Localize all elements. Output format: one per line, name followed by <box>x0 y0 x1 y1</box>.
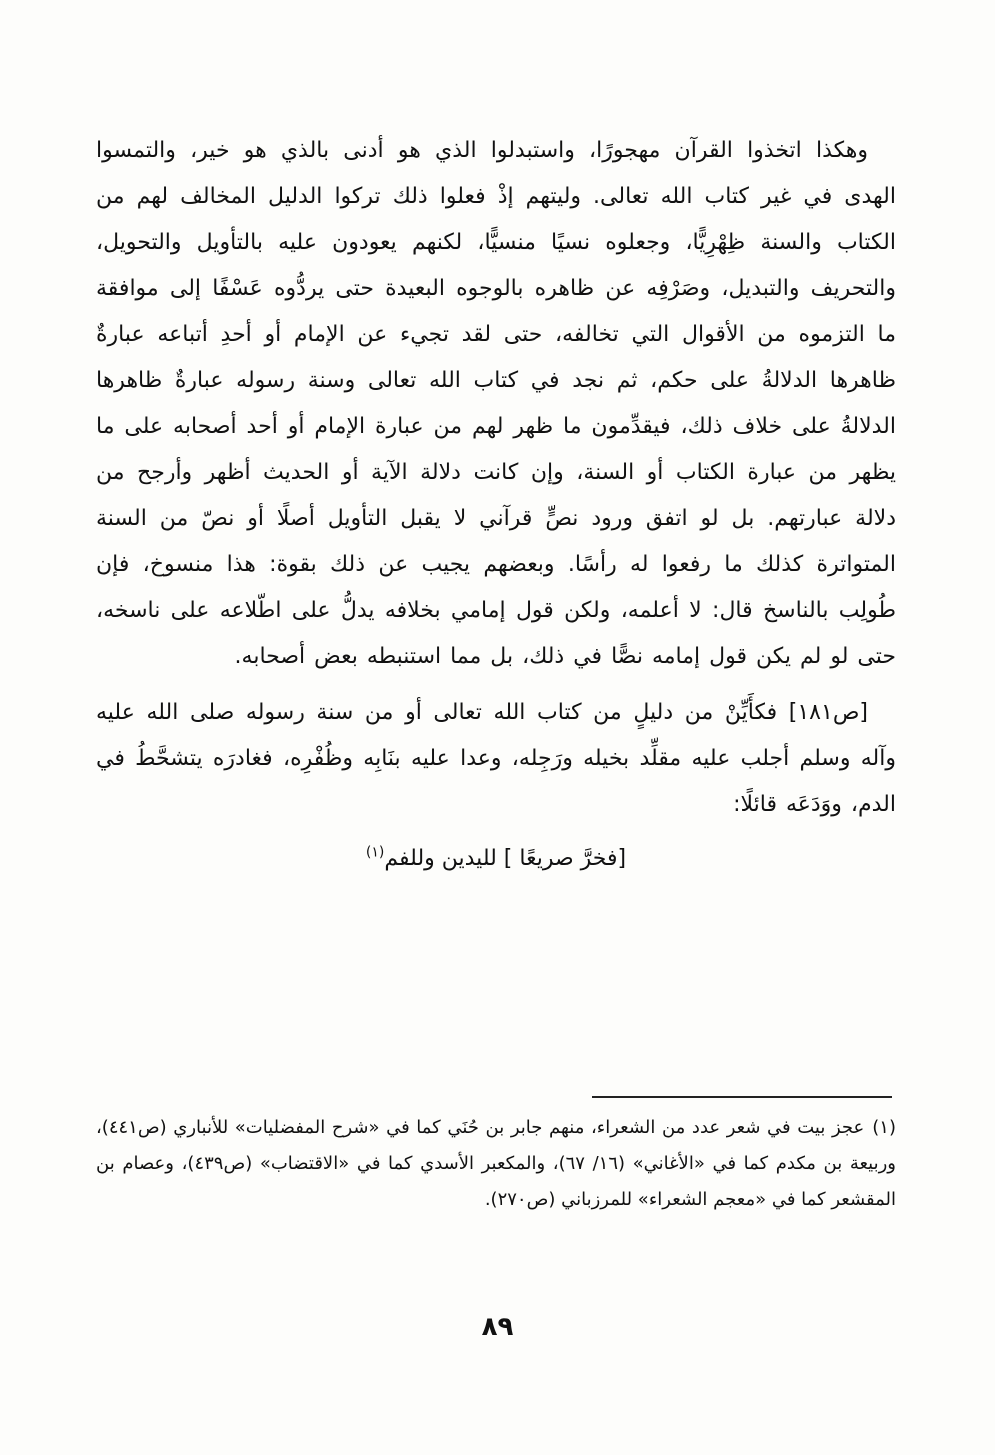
main-text <box>96 128 896 882</box>
footnote-separator <box>592 1096 892 1098</box>
paragraph-2: [ص١٨١] فكأَيِّنْ من دليلٍ من كتاب الله تعالى أو من سنة رسوله صلى الله عليه وآله وسلم أجلب عليه مقلِّد بخيله ورَجِله، وعدا عليه بنَابِه وظُفْرِه، فغادرَه يتشحَّطُ في الدم، ووَدَعَه قائلًا: <box>96 700 896 817</box>
paragraph-1: وهكذا اتخذوا القرآن مهجورًا، واستبدلوا الذي هو أدنى بالذي هو خير، والتمسوا الهدى في غير كتاب الله تعالى. وليتهم إذْ فعلوا ذلك تركوا الدليل المخالف لهم من الكتاب والسنة ظِهْرِيًّا، وجعلوه نسيًا منسيًّا، لكنهم يعودون عليه بالتأويل والتحويل، والتحريف والتبديل، وصَرْفِه عن ظاهره بالوجوه البعيدة حتى يردُّوه عَسْفًا إلى موافقة ما التزموه من الأقوال التي تخالفه، حتى لقد تجيء عن الإمام أو أحدِ أتباعه عبارةٌ ظاهرها الدلالةُ على حكم، ثم نجد في كتاب الله تعالى وسنة رسوله عبارةٌ ظاهرها الدلالةُ على خلاف ذلك، فيقدِّمون ما ظهر لهم من عبارة الإمام أو أحد أصحابه على ما يظهر من عبارة الكتاب أو السنة، وإن كانت دلالة الآية أو الحديث أظهر وأرجح من دلالة عبارتهم. بل لو اتفق ورود نصٍّ قرآني لا يقبل التأويل أصلًا أو نصّ من السنة المتواترة كذلك ما رفعوا له رأسًا. وبعضهم يجيب عن ذلك بقوة: هذا منسوخ، فإن طُولِب بالناسخ قال: لا أعلمه، ولكن قول إمامي بخلافه يدلُّ على اطّلاعه على ناسخه، حتى لو لم يكن قول إمامه نصًّا في ذلك، بل مما استنبطه بعض أصحابه. <box>96 138 896 669</box>
footnote-reference: (١) <box>365 844 385 861</box>
footnote <box>96 1110 896 1218</box>
verse-text: [فخرَّ صريعًا ] لليدين وللفم <box>384 846 627 871</box>
footnote-text: عجز بيت في شعر عدد من الشعراء، منهم جابر بن حُنَي كما في «شرح المفضليات» للأنباري (ص٤٤١)، وربيعة بن مكدم كما في «الأغاني» (١٦/ ٦٧)، والمكعبر الأسدي كما في «الاقتضاب» (ص٤٣٩)، وعصام بن المقشعر كما في «معجم الشعراء» للمرزباني (ص٢٧٠). <box>96 1117 896 1210</box>
page-number: ٨٩ <box>481 1312 514 1342</box>
footnote-number: (١) <box>872 1117 896 1138</box>
verse-line <box>96 836 896 882</box>
